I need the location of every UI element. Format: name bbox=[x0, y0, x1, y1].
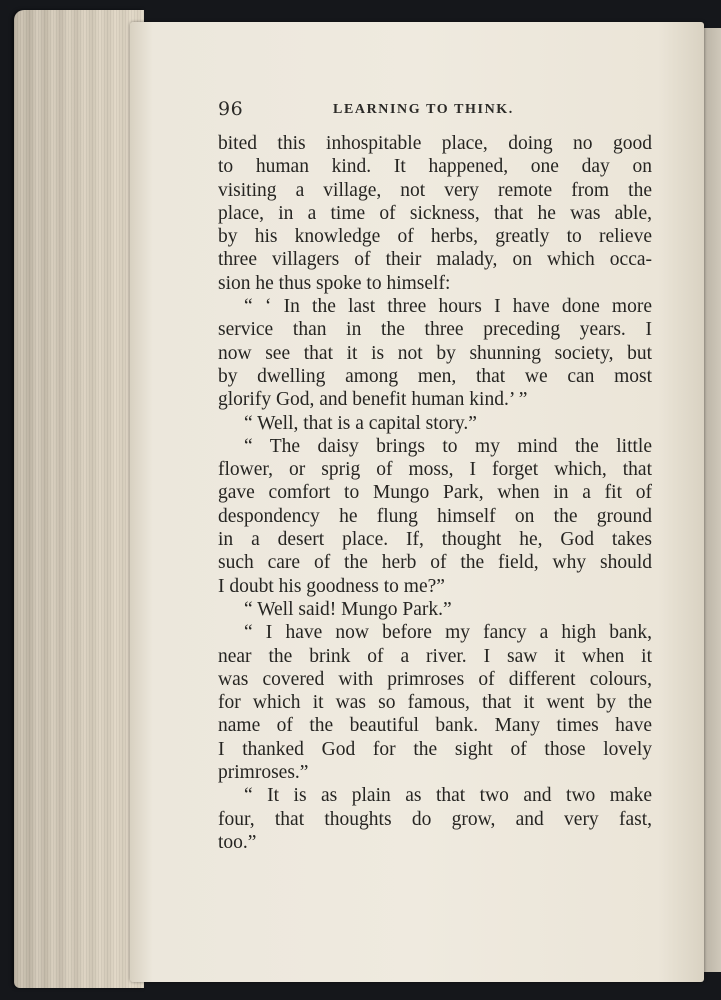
text-line: now see that it is not by shunning society, but bbox=[218, 342, 652, 364]
page-number: 96 bbox=[218, 98, 244, 120]
text-line: I thanked God for the sight of those lovely bbox=[218, 738, 652, 760]
text-line: “ ‘ In the last three hours I have done more bbox=[244, 296, 652, 318]
text-line: to human kind. It happened, one day on bbox=[218, 156, 652, 178]
text-line: service than in the three preceding years. I bbox=[218, 319, 652, 341]
text-line: I doubt his goodness to me?” bbox=[218, 575, 445, 597]
text-line: “ It is as plain as that two and two make bbox=[244, 785, 652, 807]
text-line: “ Well said! Mungo Park.” bbox=[244, 598, 452, 620]
text-line: name of the beautiful bank. Many times have bbox=[218, 715, 652, 737]
text-line: “ Well, that is a capital story.” bbox=[244, 412, 477, 434]
text-line: bited this inhospitable place, doing no good bbox=[218, 133, 652, 154]
text-line: for which it was so famous, that it went by the bbox=[218, 692, 652, 714]
page-header bbox=[218, 98, 658, 128]
text-line: visiting a village, not very remote from the bbox=[218, 179, 652, 201]
text-line: gave comfort to Mungo Park, when in a fit of bbox=[218, 482, 652, 504]
text-line: near the brink of a river. I saw it when it bbox=[218, 645, 652, 667]
text-line: “ The daisy brings to my mind the little bbox=[244, 435, 652, 457]
text-line: despondency he flung himself on the ground bbox=[218, 505, 652, 527]
text-line: flower, or sprig of moss, I forget which, that bbox=[218, 459, 652, 481]
text-line: too.” bbox=[218, 831, 257, 853]
text-line: primroses.” bbox=[218, 762, 309, 784]
text-line: three villagers of their malady, on which occa- bbox=[218, 249, 652, 271]
text-line: place, in a time of sickness, that he was able, bbox=[218, 202, 652, 224]
text-line: in a desert place. If, thought he, God takes bbox=[218, 529, 652, 551]
text-line: was covered with primroses of different colours, bbox=[218, 668, 652, 690]
text-line: such care of the herb of the field, why should bbox=[218, 552, 652, 574]
text-line: glorify God, and benefit human kind.’ ” bbox=[218, 389, 528, 411]
body-text bbox=[218, 132, 652, 854]
text-line: sion he thus spoke to himself: bbox=[218, 272, 451, 294]
running-head: LEARNING TO THINK. bbox=[333, 102, 514, 117]
text-line: four, that thoughts do grow, and very fast, bbox=[218, 808, 652, 830]
text-line: by dwelling among men, that we can most bbox=[218, 365, 652, 387]
text-line: by his knowledge of herbs, greatly to relieve bbox=[218, 226, 652, 248]
text-line: “ I have now before my fancy a high bank, bbox=[244, 622, 652, 644]
page-edges bbox=[14, 10, 144, 988]
